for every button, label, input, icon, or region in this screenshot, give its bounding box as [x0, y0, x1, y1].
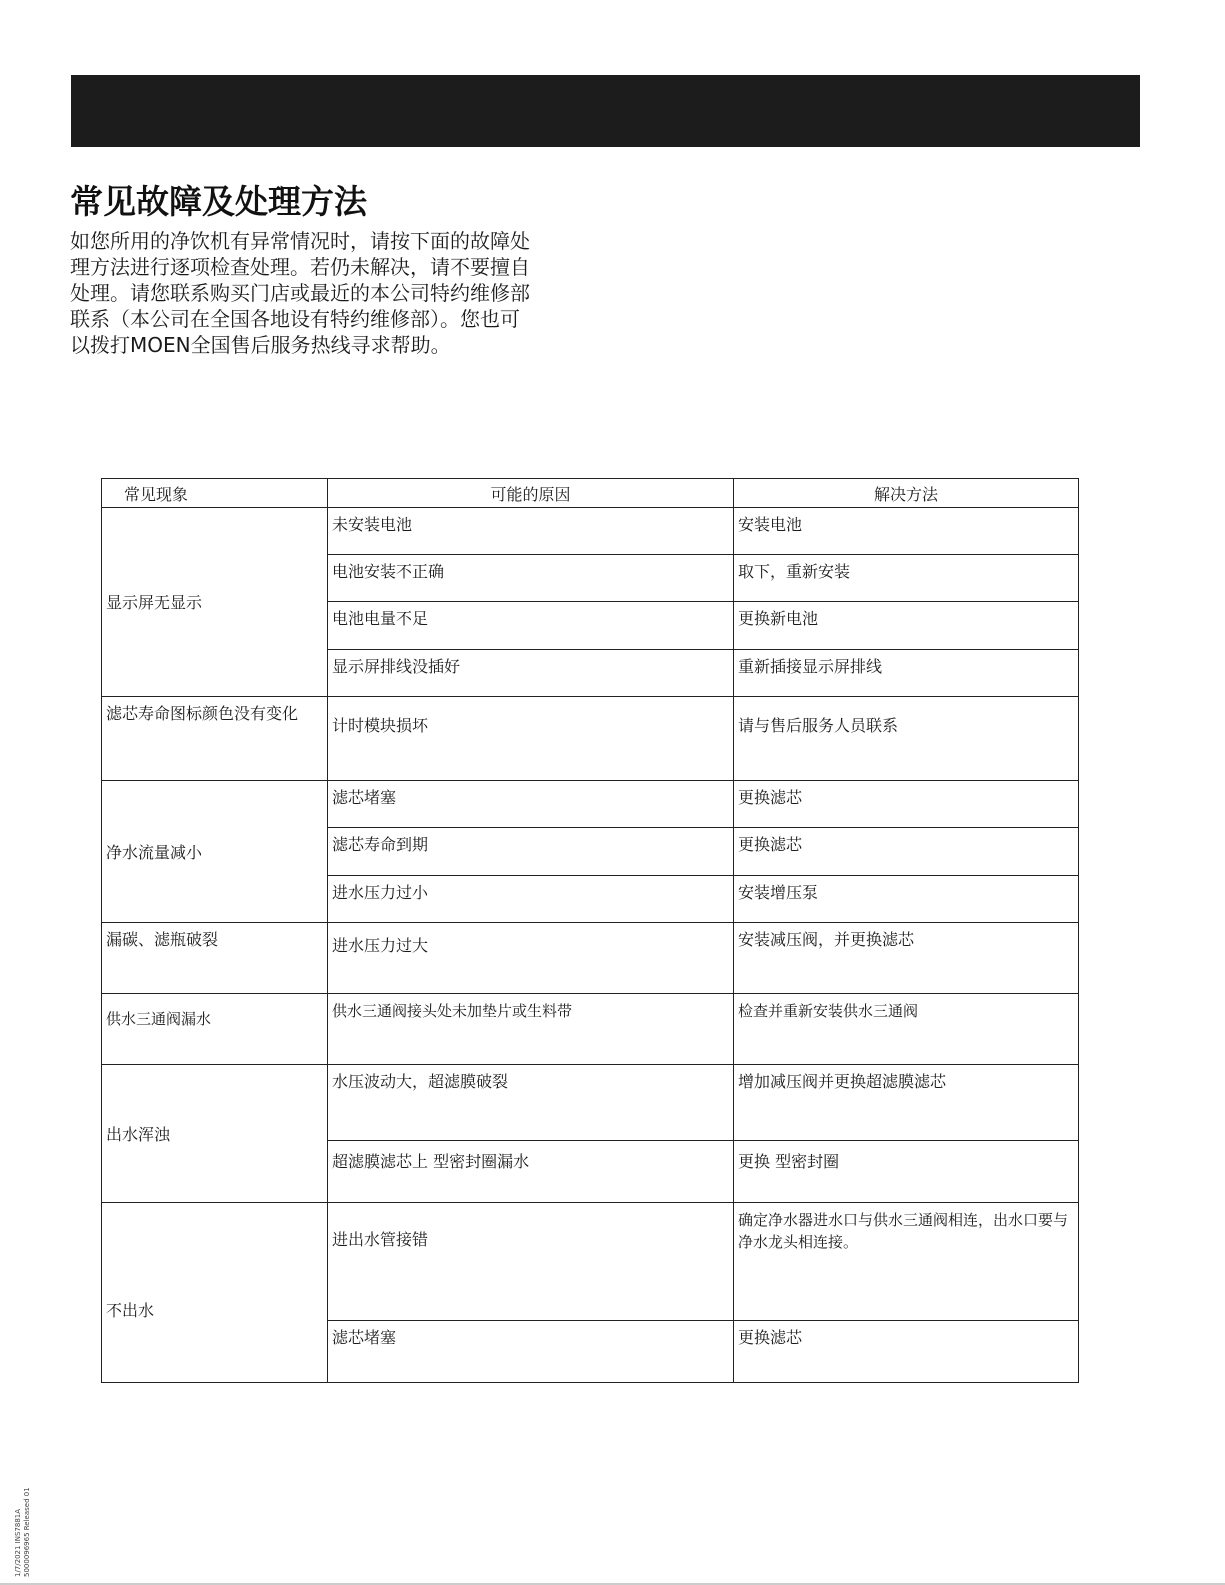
table-header-row	[102, 479, 1079, 508]
cause-cell: 滤芯堵塞	[328, 1321, 734, 1383]
solution-cell: 安装减压阀，并更换滤芯	[734, 923, 1079, 994]
symptom-cell: 滤芯寿命图标颜色没有变化	[102, 697, 328, 781]
table-row	[102, 923, 1079, 994]
solution-cell: 更换滤芯	[734, 1321, 1079, 1383]
solution-cell: 更换新电池	[734, 602, 1079, 650]
solution-cell: 更换 型密封圈	[734, 1141, 1079, 1203]
cause-cell: 滤芯寿命到期	[328, 828, 734, 876]
symptom-cell: 出水浑浊	[102, 1065, 328, 1203]
symptom-cell: 不出水	[102, 1203, 328, 1383]
header-cause: 可能的原因	[328, 479, 734, 508]
solution-cell: 重新插接显示屏排线	[734, 650, 1079, 697]
table-row	[102, 697, 1079, 781]
header-symptom: 常见现象	[102, 479, 328, 508]
cause-cell: 电池安装不正确	[328, 555, 734, 602]
symptom-cell: 漏碳、滤瓶破裂	[102, 923, 328, 994]
header-solution: 解决方法	[734, 479, 1079, 508]
symptom-cell: 净水流量减小	[102, 781, 328, 923]
cause-cell: 超滤膜滤芯上 型密封圈漏水	[328, 1141, 734, 1203]
solution-cell: 请与售后服务人员联系	[734, 697, 1079, 781]
intro-line: 理方法进行逐项检查处理。若仍未解决，请不要擅自	[70, 255, 530, 279]
symptom-cell: 供水三通阀漏水	[102, 994, 328, 1065]
symptom-cell: 显示屏无显示	[102, 508, 328, 697]
solution-cell: 更换滤芯	[734, 828, 1079, 876]
solution-cell: 确定净水器进水口与供水三通阀相连，出水口要与净水龙头相连接。	[734, 1203, 1079, 1321]
table-row	[102, 781, 1079, 828]
troubleshooting-table	[101, 478, 1079, 1383]
table-row	[102, 1203, 1079, 1321]
solution-cell: 增加减压阀并更换超滤膜滤芯	[734, 1065, 1079, 1141]
solution-cell: 取下，重新安装	[734, 555, 1079, 602]
table-row	[102, 994, 1079, 1065]
solution-cell: 更换滤芯	[734, 781, 1079, 828]
cause-cell: 滤芯堵塞	[328, 781, 734, 828]
cause-cell: 供水三通阀接头处未加垫片或生料带	[328, 994, 734, 1065]
page-title: 常见故障及处理方法	[70, 182, 367, 221]
cause-cell: 电池电量不足	[328, 602, 734, 650]
intro-line: 如您所用的净饮机有异常情况时，请按下面的故障处	[70, 229, 530, 253]
cause-cell: 计时模块损坏	[328, 697, 734, 781]
print-code: 1/7/2021 INS7881A 5000096965 Released 01	[14, 1487, 31, 1577]
cause-cell: 进出水管接错	[328, 1203, 734, 1321]
header-banner	[71, 75, 1140, 147]
table-row	[102, 508, 1079, 555]
cause-cell: 进水压力过小	[328, 876, 734, 923]
cause-cell: 未安装电池	[328, 508, 734, 555]
intro-line: 处理。请您联系购买门店或最近的本公司特约维修部	[70, 281, 530, 305]
intro-line: 联系（本公司在全国各地设有特约维修部）。您也可	[70, 307, 520, 331]
solution-cell: 安装电池	[734, 508, 1079, 555]
intro-paragraph	[70, 228, 580, 358]
cause-cell: 进水压力过大	[328, 923, 734, 994]
table-row	[102, 1065, 1079, 1141]
cause-cell: 水压波动大，超滤膜破裂	[328, 1065, 734, 1141]
solution-cell: 安装增压泵	[734, 876, 1079, 923]
cause-cell: 显示屏排线没插好	[328, 650, 734, 697]
solution-cell: 检查并重新安装供水三通阀	[734, 994, 1079, 1065]
intro-line: 以拨打MOEN全国售后服务热线寻求帮助。	[70, 333, 451, 357]
